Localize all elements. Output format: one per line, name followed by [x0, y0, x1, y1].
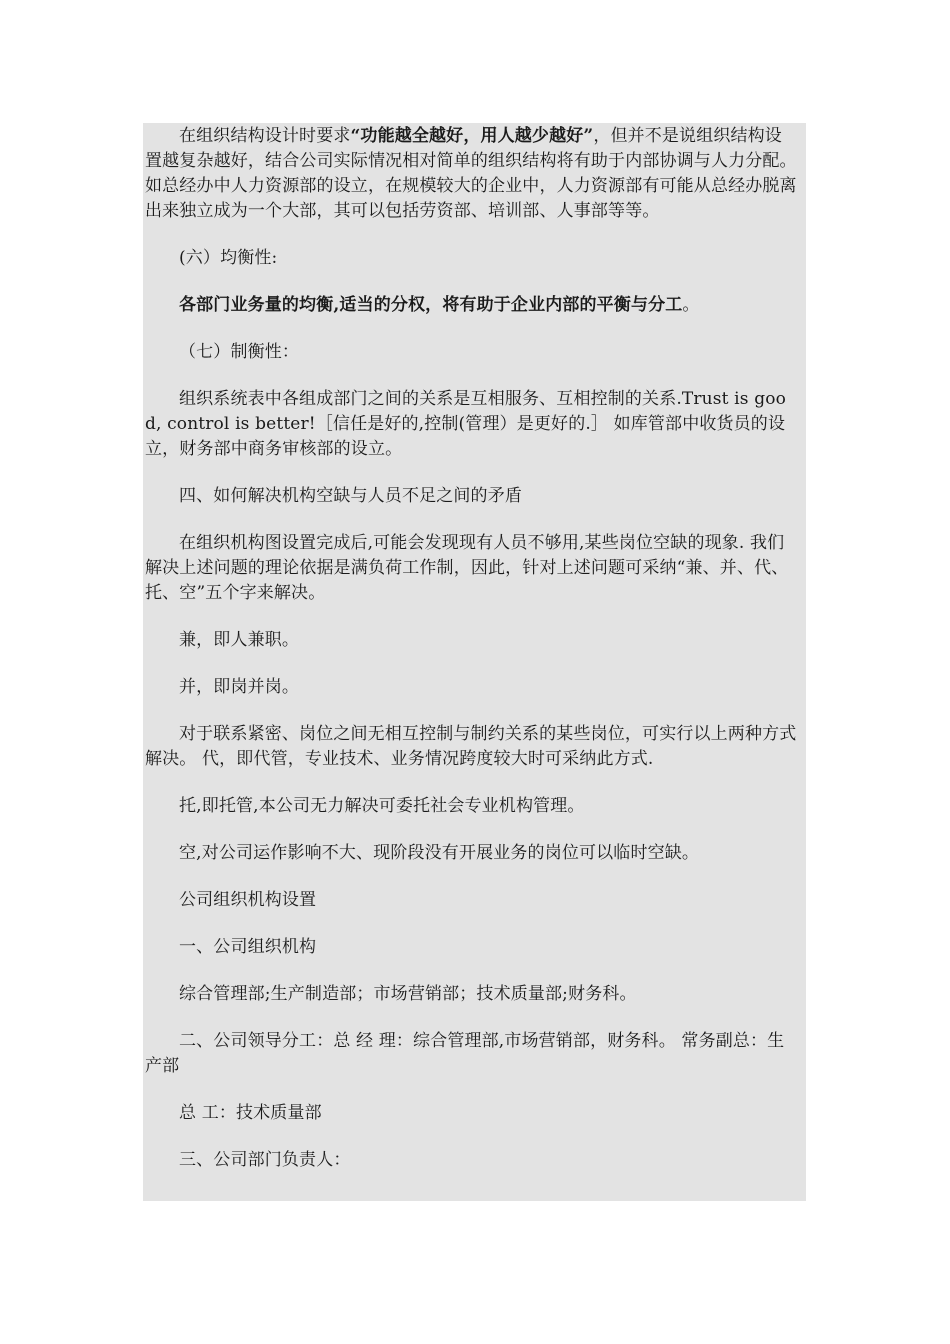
paragraph-outsourcing: 托,即托管,本公司无力解决可委托社会专业机构管理。 — [179, 796, 585, 816]
paragraph-checks: 组织系统表中各组成部门之间的关系是互相服务、互相控制的关系.Trust is good, control is better!［信任是好的,控制(管理）是更好的.］ 如库管部中收货员的设立，财务部中商务审核部的设立。 — [145, 389, 786, 459]
paragraph-chief-engineer: 总 工：技术质量部 — [179, 1103, 322, 1123]
paragraph-merge: 并，即岗并岗。 — [179, 677, 300, 697]
paragraph-leadership: 二、公司领导分工：总 经 理：综合管理部,市场营销部，财务科。 常务副总：生产部 — [145, 1031, 785, 1076]
paragraph-vacant: 空,对公司运作影响不大、现阶段没有开展业务的岗位可以临时空缺。 — [179, 843, 700, 863]
paragraph-balance — [145, 293, 799, 318]
document-text-block — [143, 123, 806, 1201]
emphasis-principle-quote: “功能越全越好，用人越少越好” — [350, 126, 594, 146]
heading-org-setup: 公司组织机构设置 — [179, 890, 317, 910]
heading-org-structure: 一、公司组织机构 — [179, 937, 317, 957]
paragraph-design-principle-lead: 在组织结构设计时要求 — [179, 126, 351, 146]
paragraph-balance-bold: 各部门业务量的均衡,适当的分权，将有助于企业内部的平衡与分工 — [179, 295, 683, 315]
heading-dept-heads: 三、公司部门负责人： — [179, 1150, 351, 1170]
paragraph-balance-end: 。 — [682, 295, 700, 315]
heading-balance: (六）均衡性: — [179, 248, 278, 268]
paragraph-concurrent: 兼，即人兼职。 — [179, 630, 300, 650]
paragraph-vacancy: 在组织机构图设置完成后,可能会发现现有人员不够用,某些岗位空缺的现象. 我们解决上述问题的理论依据是满负荷工作制，因此，针对上述问题可采纳“兼、并、代、托、空”五个字来解决。 — [145, 533, 789, 603]
paragraph-acting: 对于联系紧密、岗位之间无相互控制与制约关系的某些岗位，可实行以上两种方式解决。 代，即代管，专业技术、业务情况跨度较大时可采纳此方式. — [145, 724, 797, 769]
paragraph-design-principle — [145, 124, 799, 224]
paragraph-design-principle-rest: ，但并不是说组织结构设置越复杂越好，结合公司实际情况相对简单的组织结构将有助于内部协调与人力分配。如总经办中人力资源部的设立，在规模较大的企业中，人力资源部有可能从总经办脱离出来独立成为一个大部，其可以包括劳资部、培训部、人事部等等。 — [145, 126, 797, 221]
heading-section-four: 四、如何解决机构空缺与人员不足之间的矛盾 — [179, 486, 522, 506]
heading-checks: （七）制衡性： — [179, 342, 300, 362]
paragraph-departments: 综合管理部;生产制造部；市场营销部；技术质量部;财务科。 — [179, 984, 637, 1004]
